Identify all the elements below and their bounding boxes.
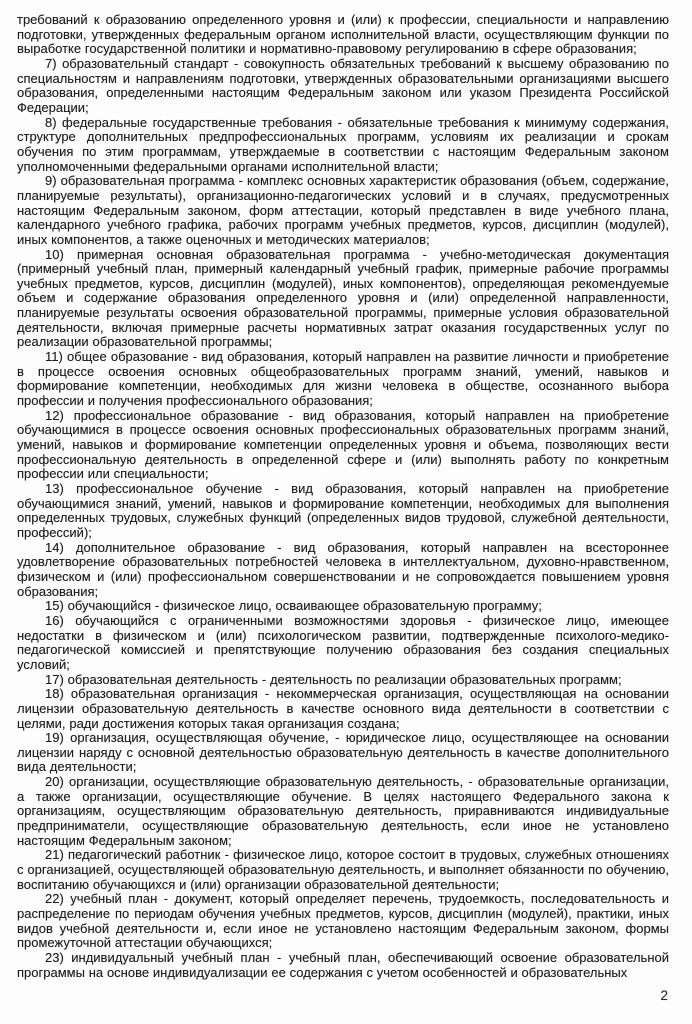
document-body (17, 13, 669, 980)
paragraph-item-15: 15) обучающийся - физическое лицо, осваивающее образовательную программу; (45, 598, 542, 614)
paragraph-item-16: 16) обучающийся с ограниченными возможностями здоровья - физическое лицо, имеющее недостатки в физическом и (или) психологическом развитии, подтвержденные психолого-медико-педагогической комиссией и препятствующие получению образования без создания специальных условий; (17, 612, 669, 672)
paragraph-continuation: требований к образованию определенного уровня и (или) к профессии, специальности и направлению подготовки, утвержденных федеральным органом исполнительной власти, осуществляющим функции по выработке государственной политики и нормативно-правовому регулированию в сфере образования; (17, 12, 669, 57)
paragraph-item-17: 17) образовательная деятельность - деятельность по реализации образовательных программ; (45, 671, 622, 687)
paragraph-item-9: 9) образовательная программа - комплекс основных характеристик образования (объем, содержание, планируемые результаты), организационно-педагогических условий и в случаях, предусмотренных настоящим Федеральным законом, форм аттестации, который представлен в виде учебного плана, календарного учебного графика, рабочих программ учебных предметов, курсов, дисциплин (модулей), иных компонентов, а также оценочных и методических материалов; (17, 173, 669, 247)
paragraph-item-19: 19) организация, осуществляющая обучение, - юридическое лицо, осуществляющее на основании лицензии наряду с основной деятельностью образовательную деятельность в качестве дополнительного вида деятельности; (17, 730, 669, 775)
paragraph-item-18: 18) образовательная организация - некоммерческая организация, осуществляющая на основании лицензии образовательную деятельность в качестве основного вида деятельности в соответствии с целями, ради достижения которых такая организация создана; (17, 686, 669, 731)
paragraph-item-21: 21) педагогический работник - физическое лицо, которое состоит в трудовых, служебных отношениях с организацией, осуществляющей образовательную деятельность, и выполняет обязанности по обучению, воспитанию обучающихся и (или) организации образовательной деятельности; (17, 847, 669, 892)
paragraph-item-11: 11) общее образование - вид образования, который направлен на развитие личности и приобретение в процессе освоения основных общеобразовательных программ знаний, умений, навыков и формирование компетенции, необходимых для жизни человека в обществе, осознанного выбора профессии и получения профессионального образования; (17, 349, 669, 409)
paragraph-item-10: 10) примерная основная образовательная программа - учебно-методическая документация (примерный учебный план, примерный календарный учебный график, примерные рабочие программы учебных предметов, курсов, дисциплин (модулей), иных компонентов), определяющая рекомендуемые объем и содержание образования определенного уровня и (или) определенной направленности, планируемые результаты освоения образовательной программы, примерные условия образовательной деятельности, включая примерные расчеты нормативных затрат оказания государственных услуг по реализации образовательной программы; (17, 246, 669, 350)
paragraph-item-23: 23) индивидуальный учебный план - учебный план, обеспечивающий освоение образовательной программы на основе индивидуализации ее содержания с учетом особенностей и образовательных (17, 950, 669, 980)
page-number: 2 (660, 988, 668, 1003)
paragraph-item-12: 12) профессиональное образование - вид образования, который направлен на приобретение обучающимися в процессе освоения основных профессиональных образовательных программ знаний, умений, навыков и формирование компетенции определенных уровня и объема, позволяющих вести профессиональную деятельность в определенной сфере и (или) выполнять работу по конкретным профессии или специальности; (17, 407, 669, 482)
paragraph-item-7: 7) образовательный стандарт - совокупность обязательных требований к высшему образованию по специальностям и направлениям подготовки, утвержденных образовательными организациями высшего образования, определенными настоящим Федеральным законом или указом Президента Российской Федерации; (17, 55, 669, 115)
paragraph-item-20: 20) организации, осуществляющие образовательную деятельность, - образовательные организации, а также организации, осуществляющие обучение. В целях настоящего Федерального закона к организациям, осуществляющим образовательную деятельность, приравниваются индивидуальные предприниматели, осуществляющие образовательную деятельность, если иное не установлено настоящим Федеральным законом; (17, 774, 669, 848)
paragraph-item-13: 13) профессиональное обучение - вид образования, который направлен на приобретение обучающимися знаний, умений, навыков и формирование компетенции, необходимых для выполнения определенных трудовых, служебных функций (определенных видов трудовой, служебной деятельности, профессий); (17, 481, 669, 540)
paragraph-item-22: 22) учебный план - документ, который определяет перечень, трудоемкость, последовательность и распределение по периодам обучения учебных предметов, курсов, дисциплин (модулей), практики, иных видов учебной деятельности и, если иное не установлено настоящим Федеральным законом, формы промежуточной аттестации обучающихся; (17, 891, 669, 951)
paragraph-item-8: 8) федеральные государственные требования - обязательные требования к минимуму содержания, структуре дополнительных предпрофессиональных программ, условиям их реализации и срокам обучения по этим программам, утверждаемые в соответствии с настоящим Федеральным законом уполномоченными федеральными органами исполнительной власти; (17, 114, 669, 174)
paragraph-item-14: 14) дополнительное образование - вид образования, который направлен на всестороннее удовлетворение образовательных потребностей человека в интеллектуальном, духовно-нравственном, физическом и (или) профессиональном совершенствовании и не сопровождается повышением уровня образования; (17, 539, 669, 599)
